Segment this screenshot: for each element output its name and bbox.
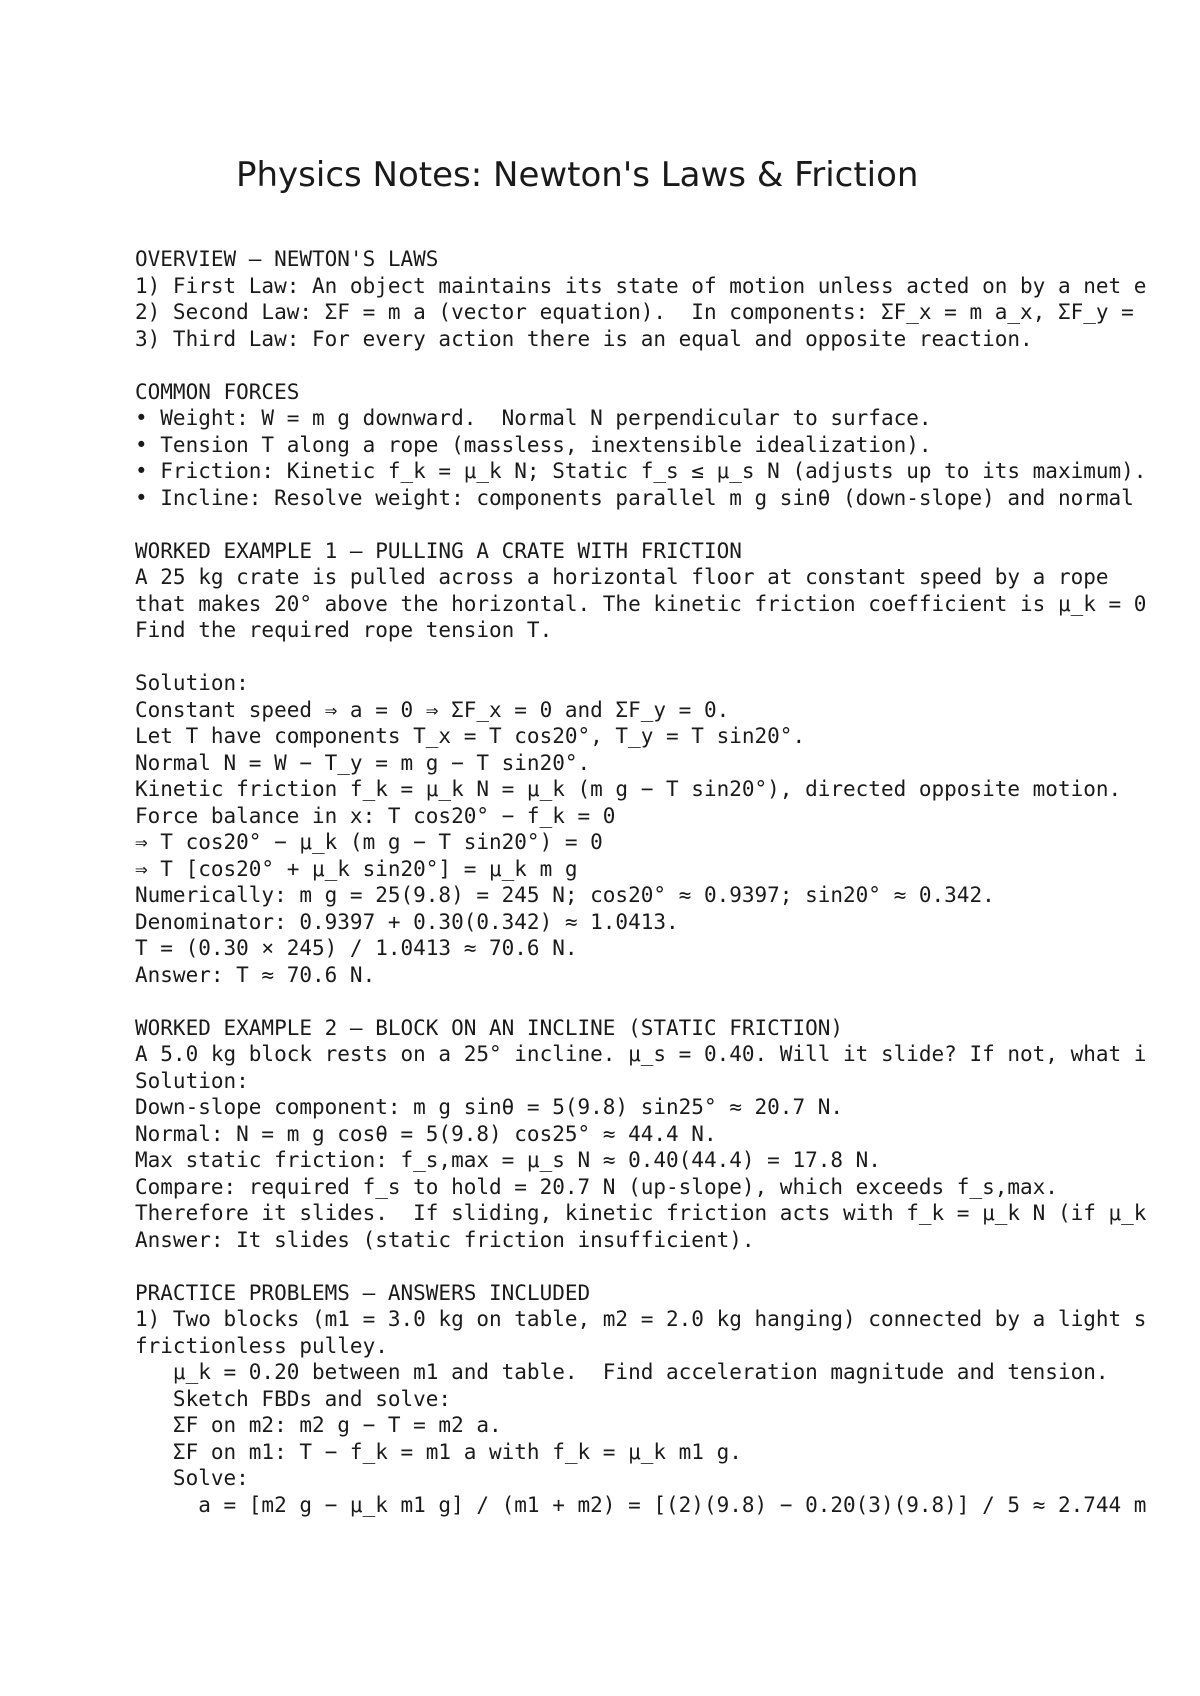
text-line: μ_k = 0.20 between m1 and table. Find acceleration magnitude and tension. [135, 1360, 1109, 1384]
document-body [135, 246, 1200, 1518]
blank-line [135, 511, 1200, 538]
text-line: Kinetic friction f_k = μ_k N = μ_k (m g − T sin20°), directed opposite motion. [135, 777, 1122, 801]
text-line: T = (0.30 × 245) / 1.0413 ≈ 70.6 N. [135, 936, 578, 960]
text-line: Denominator: 0.9397 + 0.30(0.342) ≈ 1.0413. [135, 909, 679, 934]
text-line: Solution: [135, 1068, 249, 1093]
text-line: A 25 kg crate is pulled across a horizontal floor at constant speed by a rope [135, 565, 1109, 589]
blank-line [135, 644, 1200, 671]
text-line: OVERVIEW — NEWTON'S LAWS [135, 247, 439, 271]
text-line: Answer: T ≈ 70.6 N. [135, 962, 376, 987]
text-line: Numerically: m g = 25(9.8) = 245 N; cos20° ≈ 0.9397; sin20° ≈ 0.342. [135, 883, 995, 907]
text-line: • Incline: Resolve weight: components parallel m g sinθ (down-slope) and normal [135, 485, 1147, 510]
text-line: COMMON FORCES [135, 379, 300, 404]
text-line: Answer: It slides (static friction insufficient). [135, 1227, 755, 1252]
blank-line [135, 1253, 1200, 1280]
blank-line [135, 352, 1200, 379]
text-line: Let T have components T_x = T cos20°, T_y = T sin20°. [135, 724, 806, 748]
text-line: Solution: [135, 671, 249, 695]
text-line: a = [m2 g − μ_k m1 g] / (m1 + m2) = [(2)(9.8) − 0.20(3)(9.8)] / 5 ≈ 2.744 m [135, 1492, 1147, 1517]
document-title: Physics Notes: Newton's Laws & Friction [236, 155, 919, 195]
text-line: ⇒ T [cos20° + μ_k sin20°] = μ_k m g [135, 856, 578, 881]
text-line: • Weight: W = m g downward. Normal N perpendicular to surface. [135, 406, 932, 430]
text-line: A 5.0 kg block rests on a 25° incline. μ_s = 0.40. Will it slide? If not, what i [135, 1042, 1147, 1066]
text-line: ΣF on m1: T − f_k = m1 a with f_k = μ_k m1 g. [135, 1439, 742, 1464]
text-line: WORKED EXAMPLE 1 — PULLING A CRATE WITH FRICTION [135, 538, 742, 563]
text-line: 1) First Law: An object maintains its state of motion unless acted on by a net e [135, 273, 1147, 298]
text-line: • Friction: Kinetic f_k = μ_k N; Static f_s ≤ μ_s N (adjusts up to its maximum). [135, 459, 1147, 483]
text-line: Sketch FBDs and solve: [135, 1386, 452, 1411]
text-line: Compare: required f_s to hold = 20.7 N (up-slope), which exceeds f_s,max. [135, 1174, 1058, 1199]
text-line: Normal: N = m g cosθ = 5(9.8) cos25° ≈ 44.4 N. [135, 1121, 717, 1146]
text-line: Find the required rope tension T. [135, 618, 553, 642]
text-line: WORKED EXAMPLE 2 — BLOCK ON AN INCLINE (STATIC FRICTION) [135, 1015, 844, 1040]
text-line: Therefore it slides. If sliding, kinetic friction acts with f_k = μ_k N (if μ_k [135, 1201, 1147, 1225]
text-line: frictionless pulley. [135, 1333, 388, 1358]
text-line: PRACTICE PROBLEMS — ANSWERS INCLUDED [135, 1280, 591, 1305]
text-line: Normal N = W − T_y = m g − T sin20°. [135, 750, 591, 775]
text-line: ΣF on m2: m2 g − T = m2 a. [135, 1413, 502, 1437]
text-line: Max static friction: f_s,max = μ_s N ≈ 0.40(44.4) = 17.8 N. [135, 1148, 881, 1172]
text-line: 3) Third Law: For every action there is an equal and opposite reaction. [135, 326, 1033, 351]
text-line: Constant speed ⇒ a = 0 ⇒ ΣF_x = 0 and ΣF_y = 0. [135, 697, 730, 722]
text-line: 2) Second Law: ΣF = m a (vector equation). In components: ΣF_x = m a_x, ΣF_y = [135, 300, 1147, 324]
text-line: Down-slope component: m g sinθ = 5(9.8) sin25° ≈ 20.7 N. [135, 1095, 844, 1119]
text-line: • Tension T along a rope (massless, inextensible idealization). [135, 432, 932, 457]
text-line: Solve: [135, 1466, 249, 1490]
text-line: ⇒ T cos20° − μ_k (m g − T sin20°) = 0 [135, 830, 603, 854]
text-line: Force balance in x: T cos20° − f_k = 0 [135, 803, 616, 828]
text-line: that makes 20° above the horizontal. The kinetic friction coefficient is μ_k = 0 [135, 591, 1147, 616]
blank-line [135, 988, 1200, 1015]
text-line: 1) Two blocks (m1 = 3.0 kg on table, m2 = 2.0 kg hanging) connected by a light s [135, 1307, 1147, 1331]
